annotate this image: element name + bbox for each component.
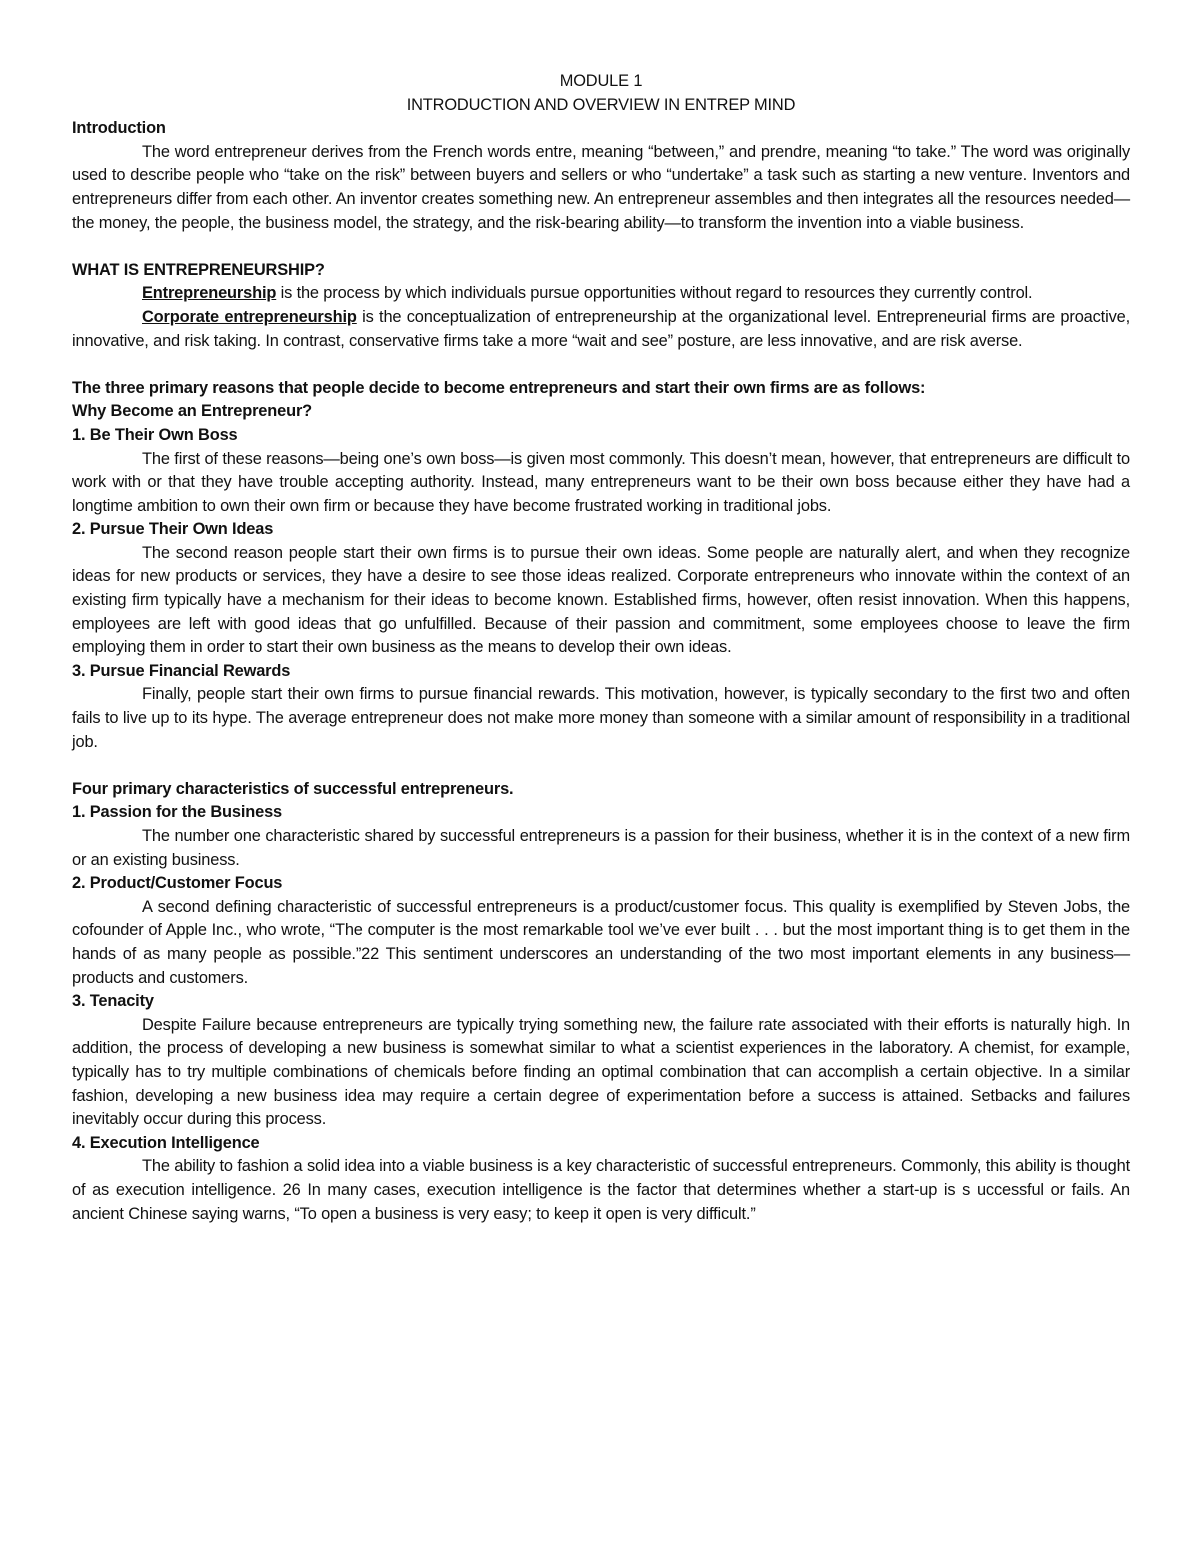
- reason-title: 3. Pursue Financial Rewards: [72, 661, 291, 680]
- introduction-paragraph: The word entrepreneur derives from the French words entre, meaning “between,” and prendre, meaning “to take.” The word was originally used to describe people who “take on the risk” between buyers and sellers or who “undertake” a task such as starting a new venture. Inventors and entrepreneurs differ from each other. An inventor creates something new. An entrepreneur assembles and then integrates all the resources needed—the money, the people, the business model, the strategy, and the risk-bearing ability—to transform the invention into a viable business.: [72, 142, 1130, 232]
- document-page: [72, 70, 1130, 1226]
- characteristic-title: 3. Tenacity: [72, 992, 154, 1011]
- characteristics-intro: Four primary characteristics of successful entrepreneurs.: [72, 779, 514, 798]
- module-title: INTRODUCTION AND OVERVIEW IN ENTREP MIND: [406, 95, 796, 114]
- corporate-entrepreneurship-def-text: is the conceptualization of entrepreneurship at the organizational level. Entrepreneurial firms are proactive, innovative, and risk taking. In contrast, conservative firms take a more “wait and see” posture, are less innovative, and are risk averse.: [72, 307, 1130, 350]
- spacer: [72, 353, 1130, 377]
- characteristic-text: The ability to fashion a solid idea into a viable business is a key characteristic of successful entrepreneurs. Commonly, this ability is thought of as execution intelligence. 26 In many cases, execution intelligence is the factor that determines whether a start-up is s uccessful or fails. An ancient Chinese saying warns, “To open a business is very easy; to keep it open is very difficult.”: [72, 1157, 1130, 1223]
- characteristic-text: Despite Failure because entrepreneurs are typically trying something new, the failure rate associated with their efforts is naturally high. In addition, the process of developing a new business is somewhat similar to what a scientist experiences in the laboratory. A chemist, for example, typically has to try multiple combinations of chemicals before finding an optimal combination that can accomplish a certain objective. In a similar fashion, developing a new business idea may require a certain degree of experimentation before a success is attained. Setbacks and failures inevitably occur during this process.: [72, 1015, 1130, 1129]
- spacer: [72, 235, 1130, 259]
- characteristic-title: 4. Execution Intelligence: [72, 1133, 260, 1152]
- reason-title: 1. Be Their Own Boss: [72, 425, 238, 444]
- introduction-heading: Introduction: [72, 119, 166, 138]
- characteristic-text: The number one characteristic shared by successful entrepreneurs is a passion for their business, whether it is in the context of a new firm or an existing business.: [72, 827, 1130, 869]
- entrepreneurship-definition: [72, 282, 1130, 306]
- reason-text: The first of these reasons—being one’s own boss—is given most commonly. This doesn’t mean, however, that entrepreneurs are difficult to work with or that they have trouble accepting authority. Instead, many entrepreneurs want to be their own boss because either they have had a longtime ambition to own their own firm or because they have become frustrated working in traditional jobs.: [72, 449, 1130, 515]
- entrepreneurship-term: Entrepreneurship: [142, 284, 277, 303]
- entrepreneurship-def-text: is the process by which individuals pursue opportunities without regard to resources they currently control.: [276, 284, 1033, 303]
- spacer: [72, 754, 1130, 778]
- corporate-entrepreneurship-definition: [72, 306, 1130, 353]
- reason-title: 2. Pursue Their Own Ideas: [72, 520, 274, 539]
- reason-text: The second reason people start their own firms is to pursue their own ideas. Some people are naturally alert, and when they recognize ideas for new products or services, they have a desire to see those ideas realized. Corporate entrepreneurs who innovate within the context of an existing firm typically have a mechanism for their ideas to become known. Established firms, however, often resist innovation. When this happens, employees are left with good ideas that go unfulfilled. Because of their passion and commitment, some employees choose to leave the firm employing them in order to start their own business as the means to develop their own ideas.: [72, 543, 1130, 657]
- corporate-entrepreneurship-term: Corporate entrepreneurship: [142, 307, 357, 326]
- characteristic-title: 1. Passion for the Business: [72, 803, 283, 822]
- characteristic-title: 2. Product/Customer Focus: [72, 874, 283, 893]
- reasons-subheading: Why Become an Entrepreneur?: [72, 402, 313, 421]
- reason-text: Finally, people start their own firms to pursue financial rewards. This motivation, however, is typically secondary to the first two and often fails to live up to its hype. The average entrepreneur does not make more money than someone with a similar amount of responsibility in a traditional job.: [72, 685, 1130, 751]
- what-is-heading: WHAT IS ENTREPRENEURSHIP?: [72, 260, 325, 279]
- reasons-intro: The three primary reasons that people decide to become entrepreneurs and start their own firms are as follows:: [72, 378, 926, 397]
- characteristic-text: A second defining characteristic of successful entrepreneurs is a product/customer focus. This quality is exemplified by Steven Jobs, the cofounder of Apple Inc., who wrote, “The computer is the most remarkable tool we’ve ever built . . . but the most important thing is to get them in the hands of as many people as possible.”22 This sentiment underscores an understanding of the two most important elements in any business—products and customers.: [72, 897, 1130, 987]
- module-label: MODULE 1: [559, 72, 643, 90]
